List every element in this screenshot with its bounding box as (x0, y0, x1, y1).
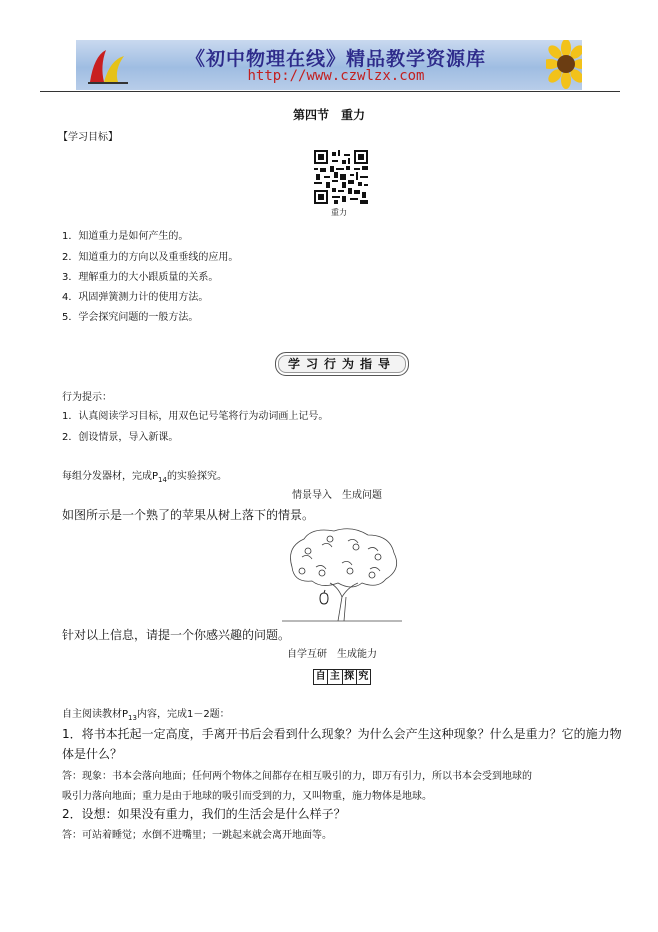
boxed-char: 究 (358, 671, 369, 682)
tip-item: 1．认真阅读学习目标，用双色记号笔将行为动词画上记号。 (62, 411, 329, 422)
boxed-char: 主 (328, 670, 342, 684)
qr-code-icon[interactable] (314, 150, 368, 204)
read-instruction: 自主阅读教材$P_{13}$内容，完成1－2题： (62, 709, 230, 722)
goal-item: 3．理解重力的大小跟质量的关系。 (62, 272, 219, 283)
guide-banner: 学习行为指导 (275, 352, 409, 376)
section-label-selfstudy: 自学互研 生成能力 (287, 649, 377, 660)
answer-1-line-2: 吸引力落向地面；重力是由于地球的吸引而受到的力，又叫物重，施力物体是地球。 (62, 791, 432, 802)
experiment-line: 每组分发器材，完成$P_{14}$的实验探究。 (62, 471, 227, 484)
header-banner (76, 40, 582, 90)
goal-item: 1．知道重力是如何产生的。 (62, 231, 189, 242)
goal-item: 2．知道重力的方向以及重垂线的应用。 (62, 252, 239, 263)
question-1: 1．将书本托起一定高度，手离开书后会看到什么现象？为什么会产生这种现象？什么是重力？它的施力物体是什么？ (62, 727, 622, 761)
goal-item: 4．巩固弹簧测力计的使用方法。 (62, 292, 209, 303)
qr-caption: 重力 (331, 208, 347, 217)
header-rule (40, 91, 620, 92)
boxed-char: 探 (343, 670, 357, 684)
boxed-char: 自 (314, 670, 328, 684)
sunflower-icon (546, 40, 582, 90)
goal-item: 5．学会探究问题的一般方法。 (62, 312, 199, 323)
logo-icon (84, 46, 132, 86)
apple-tree-illustration (282, 527, 402, 622)
self-explore-box (313, 669, 371, 685)
scene-text: 如图所示是一个熟了的苹果从树上落下的情景。 (62, 508, 315, 522)
tip-item: 2．创设情景，导入新课。 (62, 432, 179, 443)
page-title: 第四节 重力 (292, 108, 365, 122)
question-prompt: 针对以上信息，请提一个你感兴趣的问题。 (62, 628, 291, 642)
answer-1-line-1: 答：现象：书本会落向地面；任何两个物体之间都存在相互吸引的力，即万有引力，所以书本会受到地球的 (62, 771, 532, 782)
question-2: 2．设想：如果没有重力，我们的生活会是什么样子？ (62, 807, 346, 821)
answer-2: 答：可站着睡觉；水倒不进嘴里；一跳起来就会离开地面等。 (62, 830, 332, 841)
goals-heading: 【学习目标】 (58, 132, 118, 143)
section-label-scene: 情景导入 生成问题 (292, 490, 382, 501)
banner-title: 《初中物理在线》精品教学资源库 (185, 48, 486, 70)
tips-heading: 行为提示： (62, 392, 112, 403)
banner-url[interactable]: http://www.czwlzx.com (247, 68, 425, 84)
